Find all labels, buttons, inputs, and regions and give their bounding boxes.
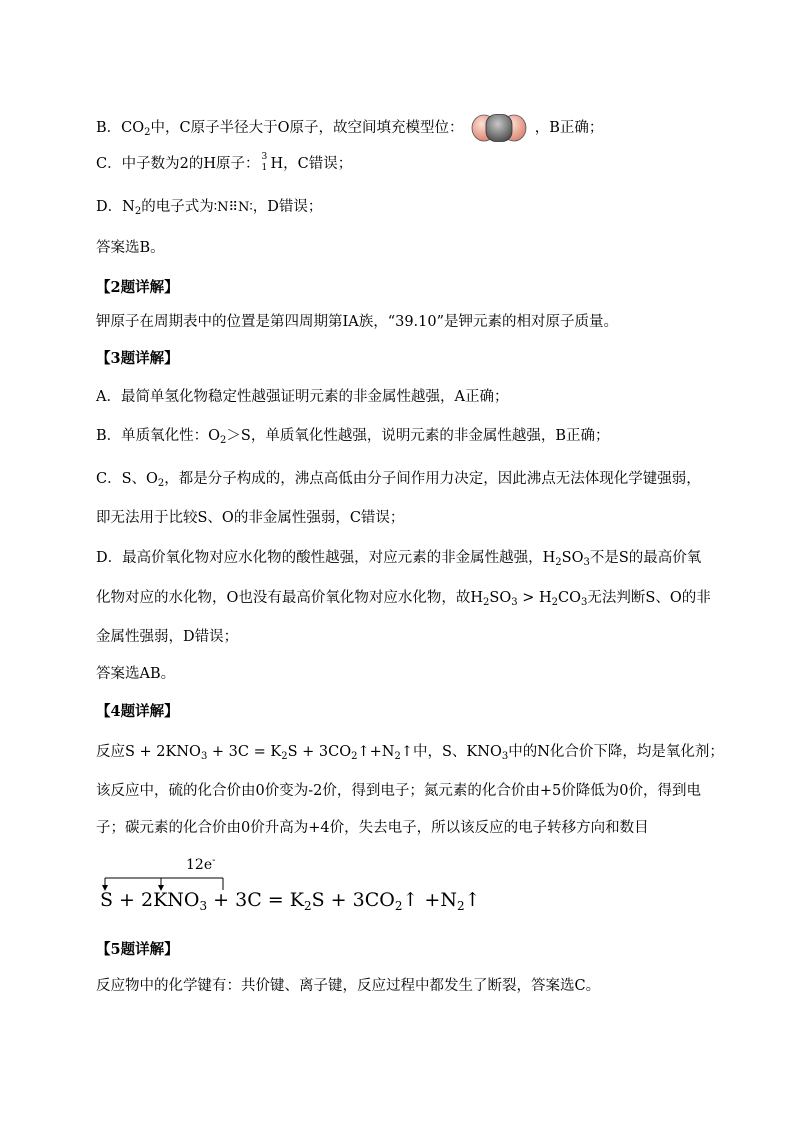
label-text: 12e (186, 857, 213, 873)
formula: CO (121, 120, 145, 136)
option-a-q3: A．最简单氢化物稳定性越强证明元素的非金属性越强，A正确； (96, 389, 509, 405)
subscript: 2 (134, 206, 142, 217)
subscript: 2 (303, 899, 312, 913)
option-d-q3-cont (96, 588, 711, 608)
formula: S + 3CO (311, 889, 395, 911)
option-b-q3 (96, 426, 610, 446)
text: 反应 (96, 744, 125, 760)
subscript: 2 (281, 751, 288, 762)
formula: S + 2KNO (100, 889, 200, 911)
option-d-line (96, 197, 322, 218)
text: D．最高价氧化物对应水化物的酸性越强，对应元素的非金属性越强， (96, 550, 543, 566)
formula: H (470, 590, 484, 606)
answer-1: 答案选B。 (96, 240, 165, 256)
text: 无法判断S、O的非 (587, 590, 711, 606)
text: ，B正确； (534, 120, 604, 136)
formula: +N (369, 744, 395, 760)
subscript: 3 (583, 557, 590, 568)
subscript: 2 (555, 557, 562, 568)
up-arrow-icon: ↑ (402, 889, 419, 911)
redox-equation (100, 888, 481, 912)
heading-q3: 【3题详解】 (96, 350, 179, 367)
text: ＞S，单质氧化性越强，说明元素的非金属性越强，B正确； (226, 428, 610, 444)
up-arrow-icon: ↑ (400, 744, 413, 760)
subscript: 2 (394, 751, 401, 762)
subscript: 3 (511, 597, 518, 608)
subscript: 2 (483, 597, 490, 608)
text: 化物对应的水化物，O也没有最高价氧化物对应水化物，故 (96, 590, 471, 606)
text: 的电子式为 (141, 199, 214, 215)
subscript: 2 (456, 899, 465, 913)
up-arrow-icon: ↑ (464, 889, 481, 911)
mass-number: 3 (261, 152, 268, 162)
heading-q5: 【5题详解】 (96, 941, 179, 958)
up-arrow-icon: ↑ (357, 744, 370, 760)
paragraph-q4-b: 该反应中，硫的化合价由0价变为-2价，得到电子；氮元素的化合价由+5价降低为0价，得到电 (96, 783, 701, 799)
text: 中，S、KNO (413, 744, 502, 760)
option-c-q3 (96, 469, 701, 489)
text: ，D错误； (252, 199, 323, 215)
subscript: 2 (351, 751, 358, 762)
subscript: 3 (581, 597, 588, 608)
element: H (270, 156, 284, 172)
heading-q4: 【4题详解】 (96, 703, 179, 720)
formula: O (208, 428, 221, 444)
subscript: 2 (144, 127, 151, 138)
formula: H (539, 590, 552, 606)
paragraph-q2: 钾原子在周期表中的位置是第四周期第ⅠA族，“39.10”是钾元素的相对原子质量。 (96, 314, 619, 330)
subscript: 3 (501, 751, 509, 762)
subscript: 2 (220, 435, 227, 446)
nuclide-notation (260, 154, 269, 174)
subscript: 3 (200, 751, 208, 762)
paragraph-q5: 反应物中的化学键有：共价键、离子键，反应过程中都发生了断裂，答案选C。 (96, 978, 601, 994)
subscript: 2 (551, 597, 559, 608)
text: ，都是分子构成的，沸点高低由分子间作用力决定，因此沸点无法体现化学键强弱， (164, 471, 701, 487)
formula: N (122, 199, 135, 215)
option-b-line (96, 113, 603, 143)
heading-q2: 【2题详解】 (96, 279, 179, 296)
text: 不是S的最高价氧 (589, 550, 702, 566)
atomic-number: 1 (261, 163, 268, 173)
electron-formula: ∶N⠿N∶ (213, 200, 253, 215)
formula: + 3C = K (207, 744, 282, 760)
electron-transfer-arrow-icon (100, 858, 260, 892)
formula: O (146, 471, 158, 487)
option-d-q3 (96, 548, 701, 568)
formula: S + 3CO (287, 744, 352, 760)
text: 中的N化合价下降，均是氧化剂； (508, 744, 724, 760)
subscript: 2 (394, 899, 403, 913)
text: ，C错误； (283, 156, 353, 172)
superscript: - (212, 855, 216, 866)
operator: > (517, 590, 539, 606)
co2-space-filling-model-icon (470, 113, 528, 143)
option-c-line (96, 154, 352, 174)
option-d-q3-end: 金属性强弱，D错误； (96, 629, 239, 645)
formula: + 3C = K (207, 889, 304, 911)
formula: SO (489, 590, 512, 606)
text: C．中子数为2的H原子： (96, 156, 260, 172)
paragraph-q4-a (96, 742, 724, 762)
text: B．单质氧化性： (96, 428, 209, 444)
label: D． (96, 199, 123, 215)
text: C．S、 (96, 471, 147, 487)
answer-3: 答案选AB。 (96, 666, 176, 682)
formula: H (542, 550, 556, 566)
subscript: 3 (199, 899, 208, 913)
label: B． (96, 120, 122, 136)
formula: CO (558, 590, 582, 606)
text: 中，C原子半径大于O原子，故空间填充模型位： (150, 120, 464, 136)
formula: +N (418, 889, 457, 911)
formula: SO (561, 550, 584, 566)
option-c-q3-cont: 即无法用于比较S、O的非金属性强弱，C错误； (96, 510, 405, 526)
paragraph-q4-c: 子；碳元素的化合价由0价升高为+4价，失去电子，所以该反应的电子转移方向和数目 (96, 820, 649, 836)
formula: S + 2KNO (125, 744, 201, 760)
subscript: 2 (157, 478, 165, 489)
